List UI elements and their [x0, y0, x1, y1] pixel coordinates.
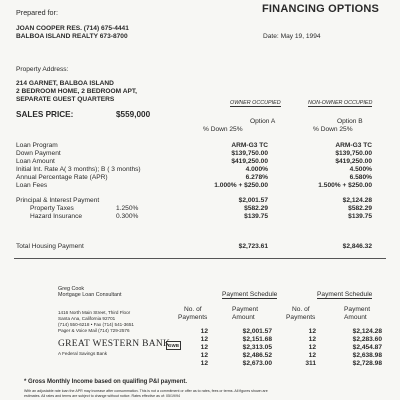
- schedule-b-amount: $2,283.60: [352, 336, 382, 343]
- schedule-a-col-amt: Payment: [232, 306, 259, 313]
- schedule-b-amount: $2,124.28: [352, 328, 382, 335]
- divider: [14, 258, 386, 259]
- payment-row-label: Hazard Insurance: [30, 213, 83, 220]
- payment-row-a: $582.29: [244, 205, 268, 212]
- schedule-b-count: 12: [308, 336, 316, 343]
- schedule-b-amount: $2,454.87: [352, 344, 382, 351]
- schedule-b-col-no-2: Payments: [286, 314, 316, 321]
- loan-row-label: Initial Int. Rate A( 3 months); B ( 3 months): [16, 166, 141, 173]
- loan-row-b: 1.500% + $250.00: [318, 182, 372, 189]
- client-line-2: BALBOA ISLAND REALTY 673-8700: [16, 33, 128, 40]
- loan-row-b: $419,250.00: [335, 158, 372, 165]
- schedule-a-count: 12: [200, 344, 208, 351]
- loan-row-b: ARM-G3 TC: [335, 142, 372, 149]
- loan-row-label: Down Payment: [16, 150, 61, 157]
- schedule-a-count: 12: [200, 360, 208, 367]
- disclaimer-line-2: estimates. All rates and terms are subject to change without notice. Rates effective as of: 05/19/94: [24, 394, 180, 398]
- consultant-address-2: Santa Ana, California 92701: [58, 316, 116, 321]
- bank-subtitle: A Federal Savings Bank: [58, 351, 108, 356]
- consultant-title: Mortgage Loan Consultant: [58, 292, 122, 298]
- schedule-a-amount: $2,486.52: [242, 352, 272, 359]
- schedule-b-col-no: No. of: [292, 306, 310, 313]
- loan-row-a: ARM-G3 TC: [231, 142, 268, 149]
- schedule-b-count: 12: [308, 344, 316, 351]
- page-title: FINANCING OPTIONS: [262, 3, 380, 15]
- schedule-a-amount: $2,313.05: [242, 344, 272, 351]
- loan-row-label: Loan Program: [16, 142, 58, 149]
- payment-row-label: Principal & Interest Payment: [16, 197, 100, 204]
- loan-row-a: $139,750.00: [231, 150, 268, 157]
- sales-price-value: $559,000: [116, 110, 151, 119]
- loan-row-label: Loan Fees: [16, 182, 48, 189]
- consultant-address-1: 1416 North Main Street, Third Floor: [58, 310, 131, 315]
- disclaimer-line-1: With an adjustable rate loan the APR may increase after consummation. This is not a commitment or offer as to rates, fees or terms. All figures shown are: [24, 389, 268, 393]
- schedule-a-amount: $2,673.00: [242, 360, 272, 367]
- schedule-a-count: 12: [200, 336, 208, 343]
- schedule-a-col-amt-2: Amount: [232, 314, 255, 321]
- option-a-occupancy: OWNER OCCUPIED: [230, 100, 281, 106]
- schedule-a-amount: $2,151.68: [242, 336, 272, 343]
- loan-row-label: Annual Percentage Rate (APR): [16, 174, 108, 181]
- loan-row-a: 4.000%: [245, 166, 268, 173]
- sales-price-label: SALES PRICE:: [16, 110, 74, 119]
- schedule-b-count: 12: [308, 328, 316, 335]
- option-a-name: Option A: [250, 118, 276, 125]
- schedule-a-col-no-2: Payments: [178, 314, 208, 321]
- schedule-b-col-amt-2: Amount: [344, 314, 367, 321]
- option-b-down: % Down 25%: [313, 126, 353, 133]
- loan-row-a: 1.000% + $250.00: [214, 182, 268, 189]
- payment-row-b: $2,124.28: [342, 197, 372, 204]
- schedule-b-amount: $2,728.98: [352, 360, 382, 367]
- schedule-b-count: 311: [305, 360, 316, 367]
- payment-row-b: $139.75: [348, 213, 372, 220]
- payment-row-pct: 0.300%: [116, 213, 139, 220]
- payment-row-a: $139.75: [244, 213, 268, 220]
- schedule-b-count: 12: [308, 352, 316, 359]
- schedule-a-col-no: No. of: [184, 306, 202, 313]
- prepared-for-label: Prepared for:: [16, 8, 58, 17]
- bank-logo: GWB: [168, 343, 179, 348]
- payment-row-b: $582.29: [348, 205, 372, 212]
- loan-row-b: $139,750.00: [335, 150, 372, 157]
- schedule-a-count: 12: [200, 352, 208, 359]
- schedule-a-title: Payment Schedule: [222, 291, 278, 298]
- consultant-pager: Pager & Voice Mail (714) 729-2576: [58, 328, 130, 333]
- option-b-occupancy: NON-OWNER OCCUPIED: [308, 100, 373, 106]
- schedule-b-col-amt: Payment: [344, 306, 371, 313]
- total-b: $2,846.32: [342, 243, 372, 250]
- option-b-name: Option B: [337, 118, 363, 125]
- bank-name: GREAT WESTERN BANK: [58, 339, 171, 349]
- loan-row-b: 6.580%: [349, 174, 372, 181]
- loan-row-a: $419,250.00: [231, 158, 268, 165]
- option-a-down: % Down 25%: [203, 126, 243, 133]
- total-label: Total Housing Payment: [16, 243, 84, 250]
- payment-row-pct: 1.250%: [116, 205, 139, 212]
- loan-row-label: Loan Amount: [16, 158, 55, 165]
- property-line-3: SEPARATE GUEST QUARTERS: [16, 96, 115, 103]
- date: Date: May 19, 1994: [263, 33, 321, 40]
- schedule-b-amount: $2,638.98: [352, 352, 382, 359]
- consultant-name: Greg Cook: [58, 286, 85, 292]
- property-line-1: 214 GARNET, BALBOA ISLAND: [16, 80, 114, 87]
- schedule-b-title: Payment Schedule: [317, 291, 373, 298]
- schedule-a-amount: $2,001.57: [242, 328, 272, 335]
- schedule-a-count: 12: [200, 328, 208, 335]
- total-a: $2,723.61: [238, 243, 268, 250]
- payment-row-a: $2,001.57: [238, 197, 268, 204]
- loan-row-b: 4.500%: [349, 166, 372, 173]
- gross-income-note: * Gross Monthly Income based on qualifing P&I payment.: [24, 379, 188, 385]
- client-line-1: JOAN COOPER RES. (714) 675-4441: [16, 25, 129, 32]
- property-address-label: Property Address:: [16, 66, 69, 73]
- loan-row-a: 6.278%: [245, 174, 268, 181]
- payment-row-label: Property Taxes: [30, 205, 74, 212]
- property-line-2: 2 BEDROOM HOME, 2 BEDROOM APT,: [16, 88, 138, 95]
- consultant-phone: (714) 550-6218 • Fax (714) 541-3651: [58, 322, 134, 327]
